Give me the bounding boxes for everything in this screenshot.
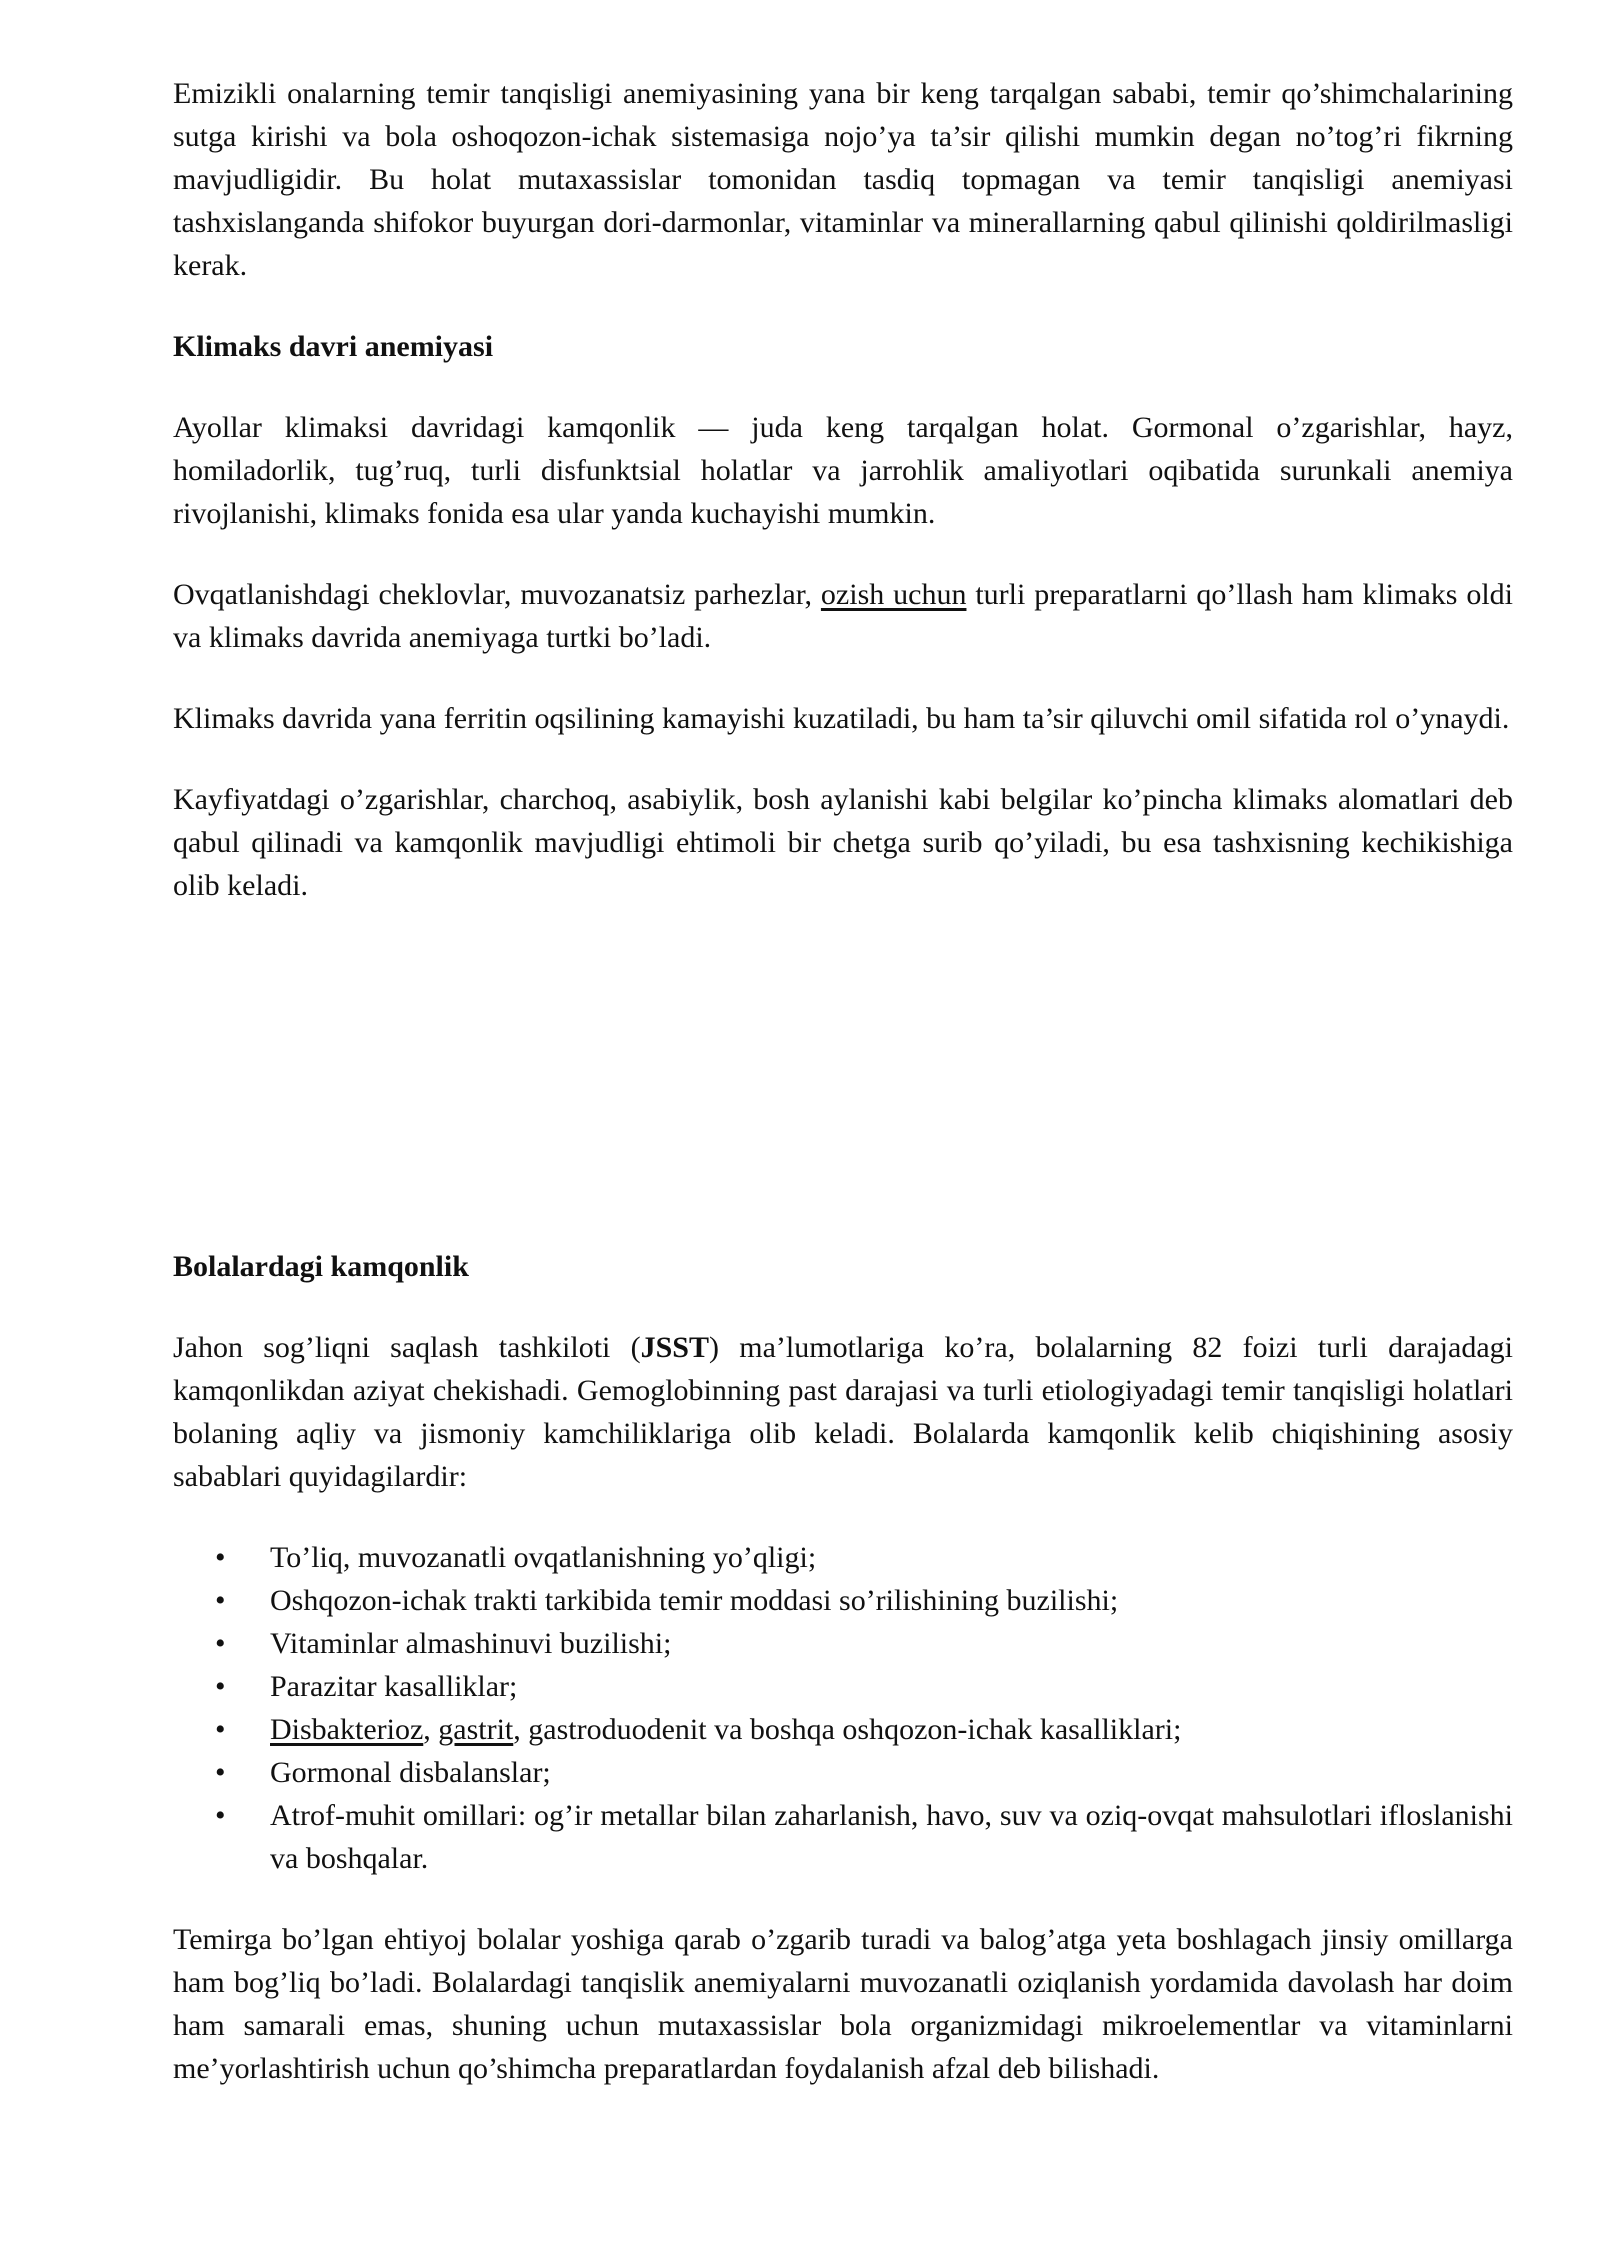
list-item	[173, 1665, 1513, 1708]
children-intro-paragraph	[173, 1326, 1513, 1498]
document-page	[173, 72, 1513, 2090]
intro-paragraph: Emizikli onalarning temir tanqisligi anemiyasining yana bir keng tarqalgan sababi, temir qo’shimchalarining sutga kirishi va bola oshoqozon-ichak sistemasiga nojo’ya ta’sir qilishi mumkin degan no’tog’ri fikrning mavjudligidir. Bu holat mutaxassislar tomonidan tasdiq topmagan va temir tanqisligi anemiyasi tashxislanganda shifokor buyurgan dori-darmonlar, vitaminlar va minerallarning qabul qilinishi qoldirilmasligi kerak.	[173, 77, 1513, 282]
ozish-uchun-link[interactable]: ozish uchun	[820, 578, 967, 611]
klimaks-paragraph-4: Kayfiyatdagi o’zgarishlar, charchoq, asabiylik, bosh aylanishi kabi belgilar ko’pincha klimaks alomatlari deb qabul qilinadi va kamqonlik mavjudligi ehtimoli bir chetga surib qo’yiladi, bu esa tashxisning kechikishiga olib keladi.	[173, 783, 1513, 902]
children-intro-before: Jahon sog’liqni saqlash tashkiloti (	[173, 1331, 641, 1364]
bullet-icon: •	[215, 1627, 226, 1660]
bullet-icon: •	[215, 1713, 226, 1746]
bullet-icon: •	[215, 1584, 226, 1617]
list-item	[173, 1794, 1513, 1880]
gastrit-link[interactable]: gastrit	[438, 1713, 514, 1746]
children-heading: Bolalardagi kamqonlik	[173, 1250, 469, 1283]
list-item-text: Vitaminlar almashinuvi buzilishi;	[270, 1627, 672, 1660]
bullet-icon: •	[215, 1756, 226, 1789]
bullet-icon: •	[215, 1799, 226, 1832]
list-item	[173, 1751, 1513, 1794]
list-item-text: Parazitar kasalliklar;	[270, 1670, 518, 1703]
klimaks-heading: Klimaks davri anemiyasi	[173, 330, 494, 363]
klimaks-paragraph-1: Ayollar klimaksi davridagi kamqonlik — juda keng tarqalgan holat. Gormonal o’zgarishlar, hayz, homiladorlik, tug’ruq, turli disfunktsial holatlar va jarrohlik amaliyotlari oqibatida surunkali anemiya rivojlanishi, klimaks fonida esa ular yanda kuchayishi mumkin.	[173, 411, 1513, 530]
klimaks-p2-text-after: turli preparatlarni qo’llash ham klimaks oldi va klimaks davrida anemiyaga turtki bo’ladi.	[173, 578, 1513, 654]
jsst-abbreviation: JSST	[640, 1331, 710, 1364]
klimaks-paragraph-3: Klimaks davrida yana ferritin oqsilining kamayishi kuzatiladi, bu ham ta’sir qiluvchi omil sifatida rol o’ynaydi.	[173, 702, 1510, 735]
children-intro-after: ) ma’lumotlariga ko’ra, bolalarning 82 foizi turli darajadagi kamqonlikdan aziyat chekishadi. Gemoglobinning past darajasi va turli etiologiyadagi temir tanqisligi holatlari bolaning aqliy va jismoniy kamchiliklariga olib keladi. Bolalarda kamqonlik kelib chiqishining asosiy sabablari quyidagilardir:	[173, 1331, 1513, 1493]
causes-list	[173, 1536, 1513, 1880]
list-item	[173, 1708, 1513, 1751]
bullet-icon: •	[215, 1541, 226, 1574]
list-item-text: , gastroduodenit va boshqa oshqozon-ichak kasalliklari;	[513, 1713, 1182, 1746]
list-item-text: Gormonal disbalanslar;	[270, 1756, 551, 1789]
list-item-text: To’liq, muvozanatli ovqatlanishning yo’qligi;	[270, 1541, 817, 1574]
list-item	[173, 1579, 1513, 1622]
list-item	[173, 1536, 1513, 1579]
list-item-text: Atrof-muhit omillari: og’ir metallar bilan zaharlanish, havo, suv va oziq-ovqat mahsulotlari ifloslanishi va boshqalar.	[270, 1799, 1513, 1875]
disbakterioz-link[interactable]: Disbakterioz	[270, 1713, 424, 1746]
list-item-separator: ,	[423, 1713, 431, 1746]
klimaks-paragraph-2	[173, 573, 1513, 659]
children-closing-paragraph: Temirga bo’lgan ehtiyoj bolalar yoshiga qarab o’zgarib turadi va balog’atga yeta boshlagach jinsiy omillarga ham bog’liq bo’ladi. Bolalardagi tanqislik anemiyalarni muvozanatli oziqlanish yordamida davolash har doim ham samarali emas, shuning uchun mutaxassislar bola organizmidagi mikroelementlar va vitaminlarni me’yorlashtirish uchun qo’shimcha preparatlardan foydalanish afzal deb bilishadi.	[173, 1923, 1513, 2085]
klimaks-p2-text-before: Ovqatlanishdagi cheklovlar, muvozanatsiz parhezlar,	[173, 578, 813, 611]
list-item-text: Oshqozon-ichak trakti tarkibida temir moddasi so’rilishining buzilishi;	[270, 1584, 1119, 1617]
bullet-icon: •	[215, 1670, 226, 1703]
list-item	[173, 1622, 1513, 1665]
